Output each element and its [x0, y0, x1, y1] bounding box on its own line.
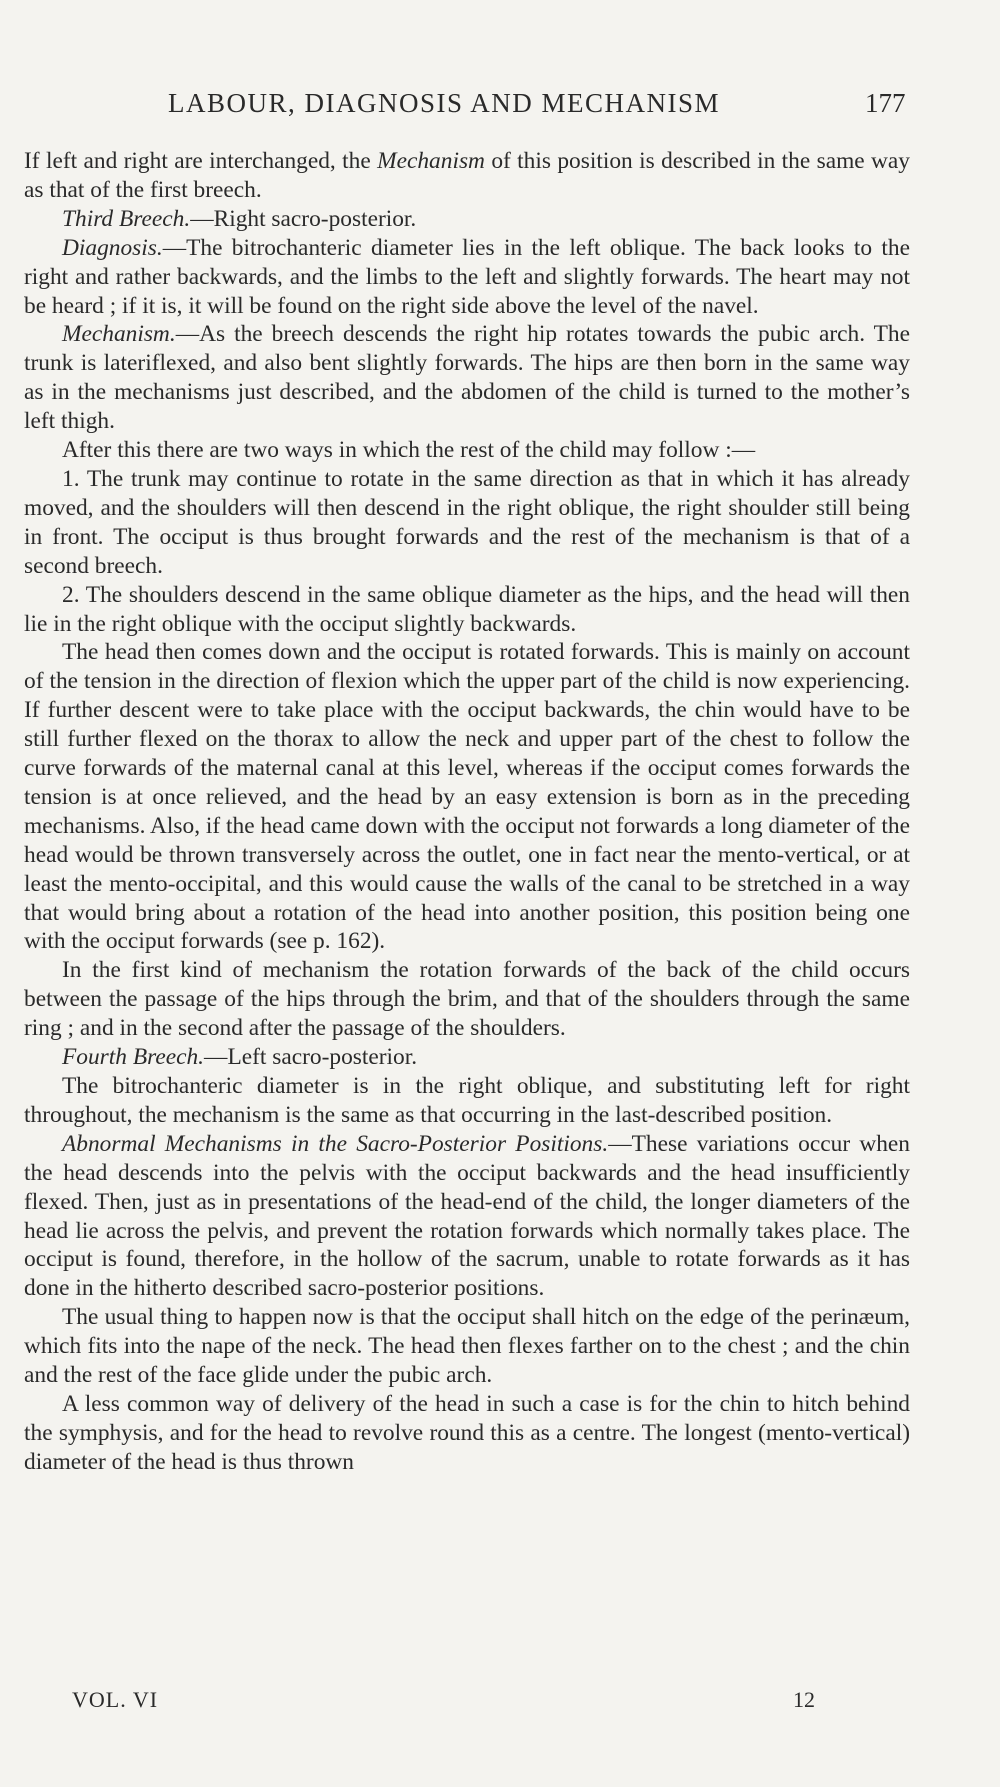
paragraph-text: If left and right are interchanged, the — [24, 148, 378, 174]
paragraph-text: The bitrochanteric diameter is in the right oblique, and substituting left for right throughout, the mechanism is the same as that occurring in the last-described position. — [24, 1073, 910, 1128]
paragraph-text: 1. The trunk may continue to rotate in the same direction as that in which it has already moved, and the shoulders will then descend in the right oblique, the right shoulder still being in front. The occiput is thus brought forwards and the rest of the mechanism is that of a second breech. — [24, 465, 910, 579]
list-item — [24, 581, 910, 639]
paragraph-text: 2. The shoulders descend in the same oblique diameter as the hips, and the head will then lie in the right oblique with the occiput slightly backwards. — [24, 581, 910, 637]
paragraph — [24, 320, 910, 436]
paragraph — [24, 1390, 910, 1477]
paragraph-text: of this position is described in the same way as that of the first breech. — [24, 148, 911, 203]
section-heading — [24, 1043, 910, 1072]
italic-heading: Abnormal Mechanisms in the Sacro-Posterior Positions. — [62, 1130, 609, 1157]
paragraph — [24, 436, 910, 465]
italic-heading: Diagnosis. — [62, 234, 163, 261]
paragraph — [24, 147, 910, 205]
paragraph — [24, 1130, 910, 1303]
page-body — [24, 147, 910, 1477]
italic-heading: Mechanism. — [62, 321, 176, 348]
signature-number: 12 — [793, 1687, 815, 1712]
volume-signature: VOL. VI — [72, 1687, 159, 1712]
paragraph-text: —The bitrochanteric diameter lies in the left oblique. The back looks to the right and rather backwards, and the limbs to the left and slightly forwards. The heart may not be heard ; if it is, it will be found on the right side above the level of the navel. — [24, 234, 910, 319]
paragraph — [24, 638, 910, 956]
paragraph-text: —Right sacro-posterior. — [190, 205, 417, 232]
paragraph-text: —Left sacro-posterior. — [204, 1044, 418, 1071]
italic-heading: Third Breech. — [62, 205, 191, 232]
paragraph-text: In the first kind of mechanism the rotation forwards of the back of the child occurs between the passage of the hips through the brim, and that of the shoulders through the same ring ; and in the second after the passage of the shoulders. — [24, 957, 910, 1042]
running-head — [0, 88, 1000, 124]
italic-heading: Fourth Breech. — [62, 1044, 205, 1071]
running-title: LABOUR, DIAGNOSIS AND MECHANISM — [168, 88, 721, 118]
paragraph — [24, 956, 910, 1043]
page-number: 177 — [865, 88, 906, 118]
section-heading — [24, 205, 910, 234]
paragraph — [24, 1303, 910, 1390]
italic-term: Mechanism — [377, 148, 485, 174]
paragraph — [24, 234, 910, 321]
paragraph-text: —These variations occur when the head descends into the pelvis with the occiput backwards and the head insufficiently flexed. Then, just as in presentations of the head-end of the child, the longer diameters of the head lie across the pelvis, and prevent the rotation forwards which normally takes place. The occiput is found, therefore, in the hollow of the sacrum, unable to rotate forwards as it has done in the hitherto described sacro-posterior positions. — [24, 1130, 911, 1302]
paragraph — [24, 1072, 910, 1130]
paragraph-text: The head then comes down and the occiput is rotated forwards. This is mainly on account of the tension in the direction of flexion which the upper part of the child is now experiencing. If further descent were to take place with the occiput backwards, the chin would have to be still further flexed on the thorax to allow the neck and upper part of the chest to follow the curve forwards of the maternal canal at this level, whereas if the occiput comes forwards the tension is at once relieved, and the head by an easy extension is born as in the preceding mechanisms. Also, if the head came down with the occiput not forwards a long diameter of the head would be thrown transversely across the outlet, one in fact near the mento-vertical, or at least the mento-occipital, and this would cause the walls of the canal to be stretched in a way that would bring about a rotation of the head into another position, this position being one with the occiput forwards (see p. 162). — [24, 639, 910, 955]
paragraph-text: After this there are two ways in which the rest of the child may follow :— — [62, 437, 756, 464]
paragraph-text: —As the breech descends the right hip rotates towards the pubic arch. The trunk is lateriflexed, and also bent slightly forwards. The hips are then born in the same way as in the mechanisms just described, and the abdomen of the child is turned to the mother’s left thigh. — [24, 321, 910, 435]
paragraph-text: A less common way of delivery of the head in such a case is for the chin to hitch behind the symphysis, and for the head to revolve round this as a centre. The longest (mento-vertical) diameter of the head is thus thrown — [24, 1390, 910, 1475]
list-item — [24, 465, 910, 581]
paragraph-text: The usual thing to happen now is that the occiput shall hitch on the edge of the perinæum, which fits into the nape of the neck. The head then flexes farther on to the chest ; and the chin and the rest of the face glide under the pubic arch. — [24, 1304, 910, 1389]
page-footer — [0, 1687, 1000, 1717]
